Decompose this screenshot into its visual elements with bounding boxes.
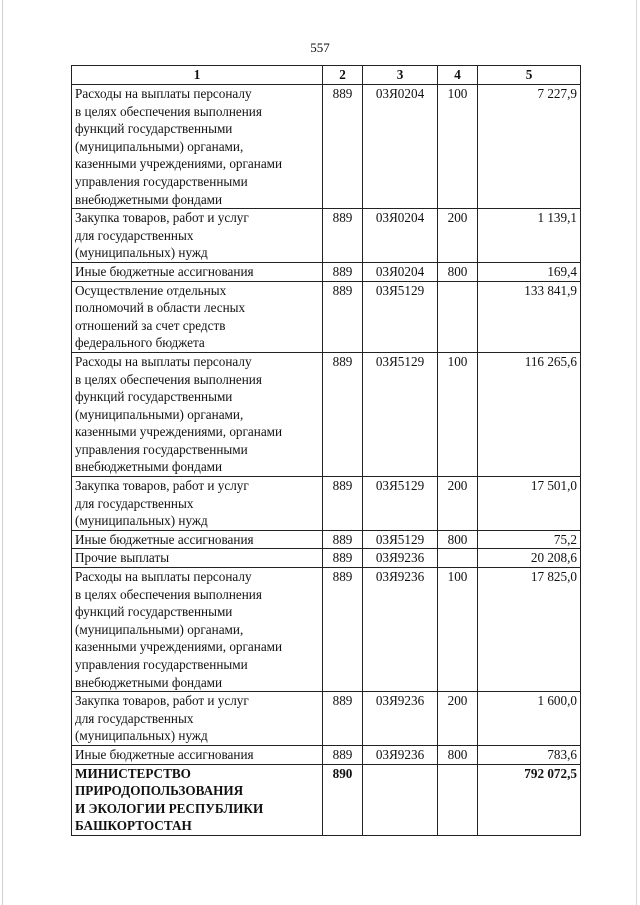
cell-expense-type: 100 bbox=[438, 352, 478, 476]
cell-article-code: 03Я0204 bbox=[363, 262, 438, 281]
table-body bbox=[72, 85, 581, 836]
cell-name: Расходы на выплаты персоналу в целях обеспечения выполнения функций государственными (муниципальными) органами, казенными учреждениями, органами управления государственными внебюджетными фондами bbox=[72, 568, 323, 692]
table-row bbox=[72, 764, 581, 835]
cell-name: Осуществление отдельных полномочий в области лесных отношений за счет средств федерального бюджета bbox=[72, 281, 323, 352]
cell-amount: 75,2 bbox=[478, 530, 581, 549]
table-row bbox=[72, 530, 581, 549]
cell-name: Расходы на выплаты персоналу в целях обеспечения выполнения функций государственными (муниципальными) органами, казенными учреждениями, органами управления государственными внебюджетными фондами bbox=[72, 85, 323, 209]
cell-expense-type: 800 bbox=[438, 530, 478, 549]
cell-expense-type bbox=[438, 281, 478, 352]
cell-name: Иные бюджетные ассигнования bbox=[72, 745, 323, 764]
header-col-5: 5 bbox=[478, 66, 581, 85]
header-col-4: 4 bbox=[438, 66, 478, 85]
cell-ministry-code: 889 bbox=[323, 549, 363, 568]
cell-amount: 792 072,5 bbox=[478, 764, 581, 835]
scan-edge-left bbox=[2, 0, 3, 905]
cell-article-code: 03Я9236 bbox=[363, 692, 438, 746]
cell-amount: 20 208,6 bbox=[478, 549, 581, 568]
table-row bbox=[72, 477, 581, 531]
table-row bbox=[72, 209, 581, 263]
cell-ministry-code: 889 bbox=[323, 477, 363, 531]
table-row bbox=[72, 549, 581, 568]
cell-ministry-code: 889 bbox=[323, 209, 363, 263]
cell-expense-type: 100 bbox=[438, 85, 478, 209]
cell-amount: 17 501,0 bbox=[478, 477, 581, 531]
cell-expense-type: 200 bbox=[438, 209, 478, 263]
table-row bbox=[72, 745, 581, 764]
cell-article-code: 03Я0204 bbox=[363, 209, 438, 263]
cell-amount: 169,4 bbox=[478, 262, 581, 281]
table-row bbox=[72, 692, 581, 746]
cell-ministry-code: 890 bbox=[323, 764, 363, 835]
cell-amount: 1 600,0 bbox=[478, 692, 581, 746]
budget-table bbox=[71, 65, 581, 836]
header-col-3: 3 bbox=[363, 66, 438, 85]
cell-amount: 17 825,0 bbox=[478, 568, 581, 692]
cell-expense-type bbox=[438, 549, 478, 568]
table-row bbox=[72, 262, 581, 281]
cell-name: Расходы на выплаты персоналу в целях обеспечения выполнения функций государственными (муниципальными) органами, казенными учреждениями, органами управления государственными внебюджетными фондами bbox=[72, 352, 323, 476]
cell-amount: 1 139,1 bbox=[478, 209, 581, 263]
cell-article-code: 03Я5129 bbox=[363, 530, 438, 549]
table-row bbox=[72, 281, 581, 352]
cell-article-code: 03Я0204 bbox=[363, 85, 438, 209]
header-col-2: 2 bbox=[323, 66, 363, 85]
cell-ministry-code: 889 bbox=[323, 530, 363, 549]
cell-expense-type: 200 bbox=[438, 477, 478, 531]
cell-expense-type bbox=[438, 764, 478, 835]
cell-name: МИНИСТЕРСТВО ПРИРОДОПОЛЬЗОВАНИЯ И ЭКОЛОГИИ РЕСПУБЛИКИ БАШКОРТОСТАН bbox=[72, 764, 323, 835]
cell-expense-type: 200 bbox=[438, 692, 478, 746]
cell-ministry-code: 889 bbox=[323, 262, 363, 281]
cell-expense-type: 100 bbox=[438, 568, 478, 692]
cell-ministry-code: 889 bbox=[323, 85, 363, 209]
cell-expense-type: 800 bbox=[438, 745, 478, 764]
cell-name: Иные бюджетные ассигнования bbox=[72, 530, 323, 549]
cell-ministry-code: 889 bbox=[323, 281, 363, 352]
cell-name: Прочие выплаты bbox=[72, 549, 323, 568]
header-col-1: 1 bbox=[72, 66, 323, 85]
cell-ministry-code: 889 bbox=[323, 568, 363, 692]
cell-name: Закупка товаров, работ и услуг для государственных (муниципальных) нужд bbox=[72, 477, 323, 531]
cell-article-code bbox=[363, 764, 438, 835]
cell-article-code: 03Я5129 bbox=[363, 352, 438, 476]
cell-article-code: 03Я5129 bbox=[363, 477, 438, 531]
cell-ministry-code: 889 bbox=[323, 352, 363, 476]
table-row bbox=[72, 85, 581, 209]
cell-article-code: 03Я9236 bbox=[363, 745, 438, 764]
cell-name: Закупка товаров, работ и услуг для государственных (муниципальных) нужд bbox=[72, 692, 323, 746]
cell-amount: 783,6 bbox=[478, 745, 581, 764]
cell-article-code: 03Я9236 bbox=[363, 568, 438, 692]
cell-amount: 116 265,6 bbox=[478, 352, 581, 476]
cell-article-code: 03Я9236 bbox=[363, 549, 438, 568]
cell-name: Закупка товаров, работ и услуг для государственных (муниципальных) нужд bbox=[72, 209, 323, 263]
cell-name: Иные бюджетные ассигнования bbox=[72, 262, 323, 281]
table-row bbox=[72, 568, 581, 692]
cell-ministry-code: 889 bbox=[323, 692, 363, 746]
table-row bbox=[72, 352, 581, 476]
cell-ministry-code: 889 bbox=[323, 745, 363, 764]
cell-amount: 133 841,9 bbox=[478, 281, 581, 352]
scan-edge-right bbox=[636, 0, 637, 905]
cell-amount: 7 227,9 bbox=[478, 85, 581, 209]
cell-expense-type: 800 bbox=[438, 262, 478, 281]
cell-article-code: 03Я5129 bbox=[363, 281, 438, 352]
page-number: 557 bbox=[310, 40, 330, 55]
header-row bbox=[72, 66, 581, 85]
